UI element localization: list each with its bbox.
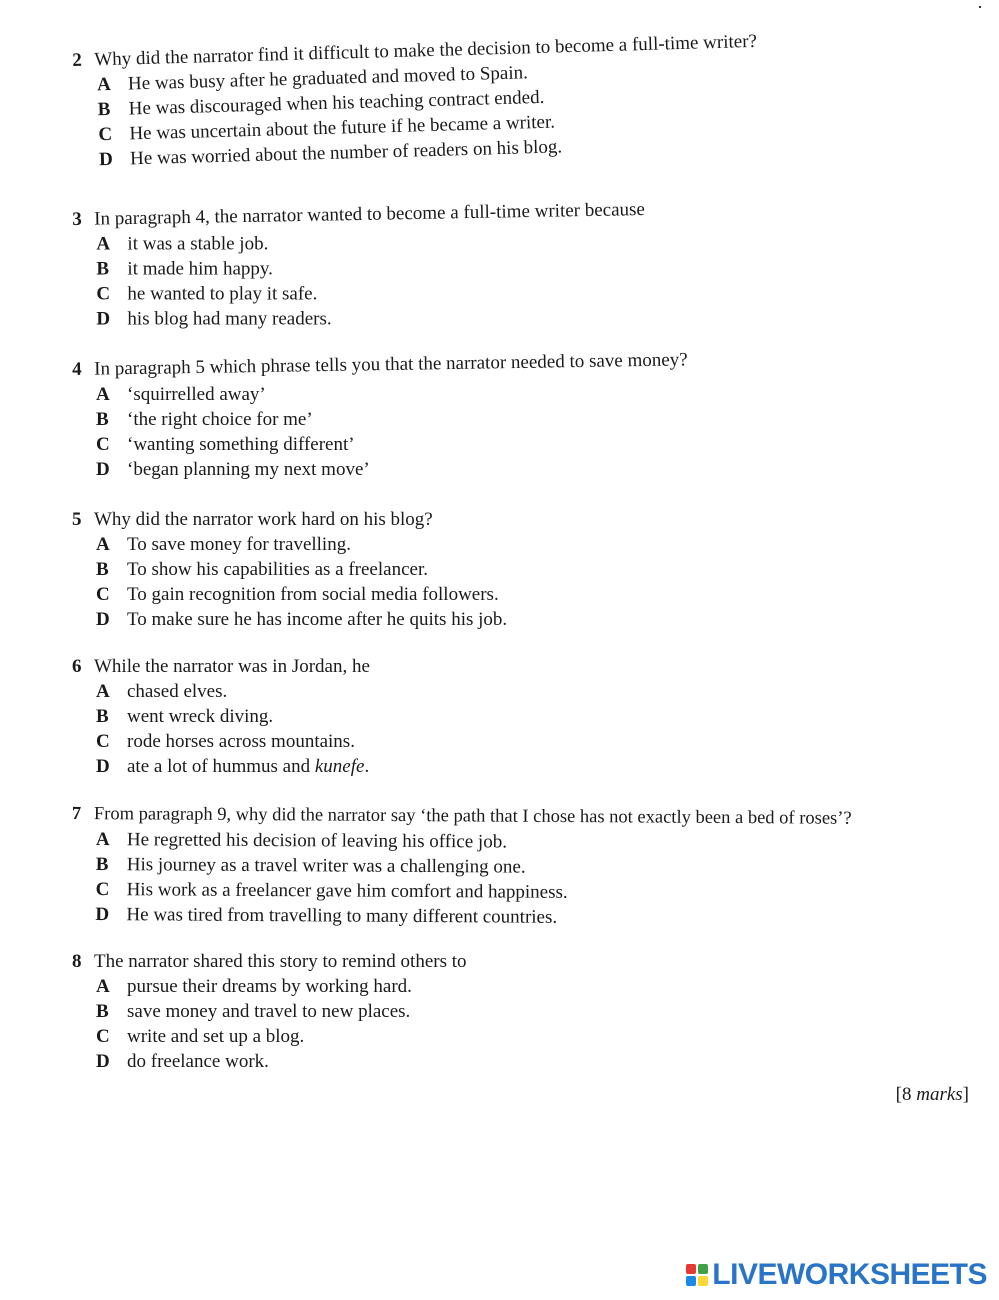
option-b[interactable]: B His journey as a travel writer was a challenging one.: [95, 853, 526, 878]
option-c[interactable]: C rode horses across mountains.: [96, 731, 355, 752]
question-8: [72, 949, 467, 1074]
option-b[interactable]: B ‘the right choice for me’: [96, 409, 313, 430]
question-stem: Why did the narrator find it difficult to make the decision to become a full-time writer?: [94, 30, 758, 71]
option-a[interactable]: A pursue their dreams by working hard.: [96, 976, 412, 997]
option-d[interactable]: D ‘began planning my next move’: [96, 459, 370, 480]
question-6: [72, 654, 370, 779]
scan-speck: [979, 6, 981, 8]
question-number: 2: [72, 49, 83, 71]
option-c[interactable]: C ‘wanting something different’: [96, 434, 355, 455]
option-a[interactable]: A ‘squirrelled away’: [96, 384, 266, 405]
option-a[interactable]: A He regretted his decision of leaving his office job.: [95, 828, 508, 853]
option-c[interactable]: C write and set up a blog.: [96, 1026, 305, 1047]
option-a[interactable]: A He was busy after he graduated and moved to Spain.: [96, 62, 529, 96]
question-stem: Why did the narrator work hard on his blog?: [94, 509, 433, 530]
option-b[interactable]: B went wreck diving.: [96, 706, 274, 727]
logo-cell: [698, 1264, 708, 1274]
liveworksheets-logo: [686, 1258, 987, 1292]
question-number: 3: [72, 208, 82, 230]
question-stem: The narrator shared this story to remind others to: [94, 951, 467, 972]
option-c[interactable]: C He was uncertain about the future if he became a writer.: [98, 111, 556, 146]
question-stem: From paragraph 9, why did the narrator say ‘the path that I chose has not exactly been a bed of roses’?: [93, 804, 852, 829]
question-stem: In paragraph 4, the narrator wanted to become a full-time writer because: [94, 199, 646, 230]
question-number: 4: [72, 358, 82, 380]
logo-cell: [686, 1276, 696, 1286]
option-c[interactable]: C To gain recognition from social media followers.: [96, 584, 499, 605]
question-2: [72, 29, 760, 173]
question-stem: While the narrator was in Jordan, he: [94, 656, 370, 677]
option-d[interactable]: D his blog had many readers.: [96, 308, 332, 330]
question-number: 7: [71, 803, 82, 825]
option-d[interactable]: D do freelance work.: [96, 1051, 269, 1072]
option-a[interactable]: A To save money for travelling.: [96, 534, 351, 555]
question-5: [72, 507, 507, 632]
option-d[interactable]: D He was worried about the number of readers on his blog.: [98, 136, 563, 171]
logo-cell: [698, 1276, 708, 1286]
option-d[interactable]: D He was tired from travelling to many different countries.: [95, 903, 558, 928]
total-marks: [8 marks]: [895, 1084, 969, 1105]
question-4: [72, 349, 688, 482]
question-3: [72, 197, 647, 332]
option-b[interactable]: B To show his capabilities as a freelancer.: [96, 559, 428, 580]
question-stem: In paragraph 5 which phrase tells you that the narrator needed to save money?: [94, 349, 688, 380]
option-a[interactable]: A chased elves.: [96, 681, 228, 702]
option-c[interactable]: C His work as a freelancer gave him comfort and happiness.: [95, 878, 568, 903]
option-c[interactable]: C he wanted to play it safe.: [96, 283, 318, 305]
option-b[interactable]: B He was discouraged when his teaching contract ended.: [97, 86, 545, 121]
option-d[interactable]: D ate a lot of hummus and kunefe .: [96, 756, 370, 777]
option-b[interactable]: B it made him happy.: [96, 258, 273, 280]
question-number: 5: [72, 509, 82, 530]
option-d[interactable]: D To make sure he has income after he quits his job.: [96, 609, 508, 630]
option-b[interactable]: B save money and travel to new places.: [96, 1001, 411, 1022]
logo-text: LIVEWORKSHEETS: [712, 1258, 987, 1291]
logo-cell: [686, 1264, 696, 1274]
question-7: [72, 802, 852, 927]
option-a[interactable]: A it was a stable job.: [96, 233, 269, 255]
question-number: 6: [72, 656, 82, 677]
logo-grid-icon: [686, 1264, 708, 1286]
question-number: 8: [72, 951, 82, 972]
